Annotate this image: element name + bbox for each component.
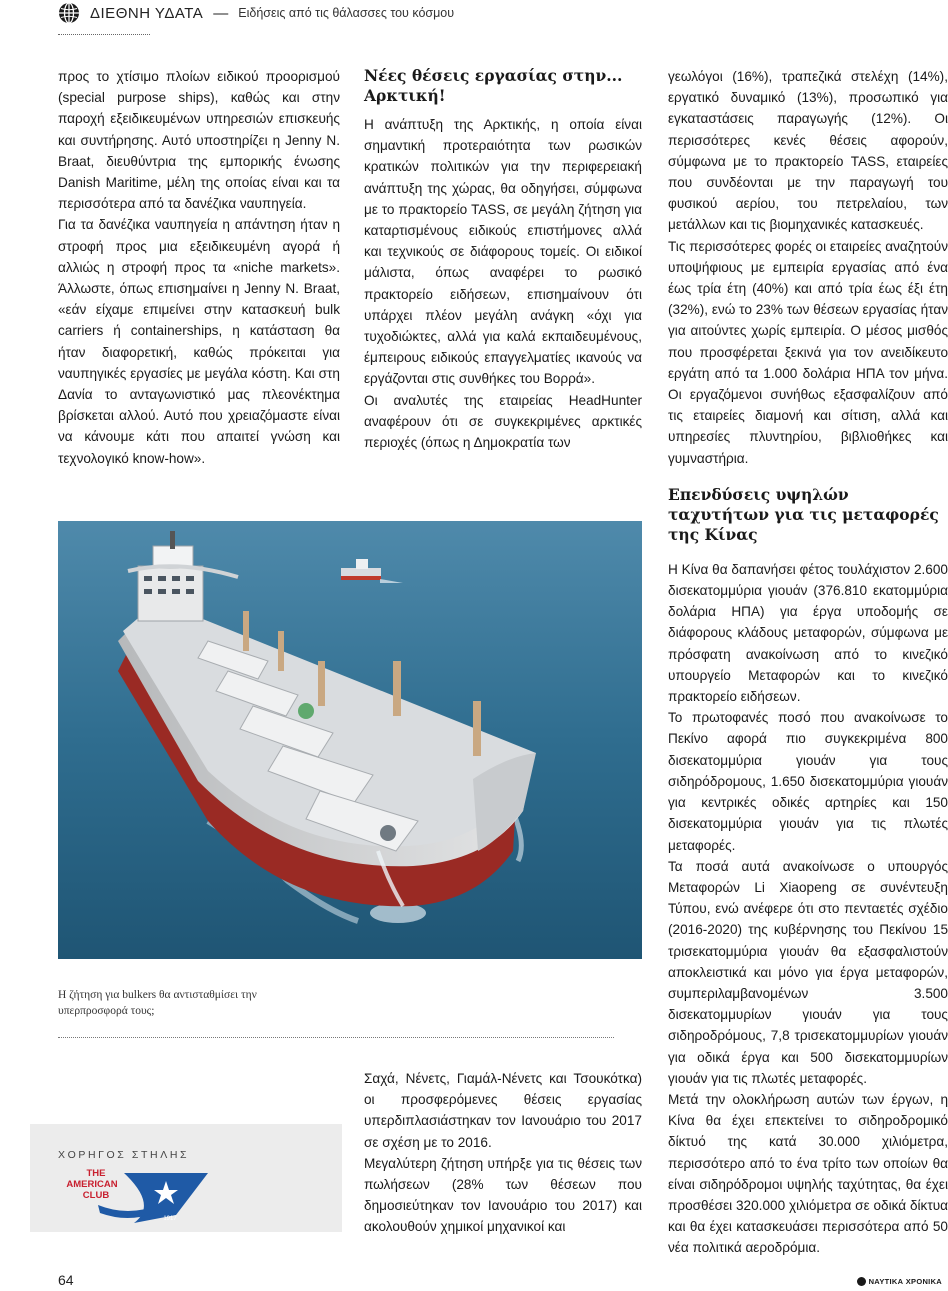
header-divider bbox=[58, 34, 150, 35]
paragraph: Μετά την ολοκλήρωση αυτών των έργων, η Κίνα θα έχει επεκτείνει το σιδηροδρομικό δίκτυό της κατά 30.000 χιλιόμετρα, περισσότερο από το ένα τρίτο των οποίων θα είναι σιδηρόδρομοι υψηλής ταχύτητας, θα έχει προσθέσει 320.000 χιλιόμετρα σε οδικά δίκτυα και θα έχει κατασκευάσει περισσότερα από 50 νέα πολιτικά αεροδρόμια. bbox=[668, 1091, 948, 1256]
photo-caption: Η ζήτηση για bulkers θα αντισταθμίσει την υπερπροσφορά τους; bbox=[58, 989, 257, 1017]
logo-line-2: AMERICAN bbox=[66, 1179, 118, 1190]
article-column-1 bbox=[58, 66, 340, 469]
bulk-carrier-image bbox=[58, 521, 642, 959]
paragraph: Οι αναλυτές της εταιρείας HeadHunter αναφέρουν ότι σε συγκεκριμένες αρκτικές περιοχές (όπως η Δημοκρατία των bbox=[364, 392, 642, 451]
american-club-logo[interactable] bbox=[58, 1165, 218, 1227]
logo-year: 1917 bbox=[163, 1216, 177, 1222]
sponsor-label: ΧΟΡΗΓΟΣ ΣΤΗΛΗΣ bbox=[58, 1149, 190, 1161]
section-title: ΔΙΕΘΝΗ ΥΔΑΤΑ bbox=[90, 4, 204, 22]
paragraph: Τα ποσά αυτά ανακοίνωσε ο υπουργός Μεταφορών Li Xiaopeng σε συνέντευξη Τύπου, ενώ ανέφερε ότι στο πενταετές σχέδιο (2016-2020) της κυβέρνησης του Πεκίνου 15 τρισεκατομμύρια γιουάν θα εξασφαλιστούν αποκλειστικά και μόνο για έργα μεταφορών, συμπεριλαμβανομένων 3.500 δισεκατομμυρίων γιουάν για τους σιδηροδρόμους, 7,8 τρισεκατομμυρίων γιουάν για οδικά έργα και 500 δισεκατομμυρίων γιουάν για τις πλωτές μεταφορές. bbox=[668, 858, 948, 1086]
page-number: 64 bbox=[58, 1272, 74, 1288]
ship-photo bbox=[58, 521, 642, 959]
caption-divider bbox=[58, 1037, 614, 1038]
paragraph: Για τα δανέζικα ναυπηγεία η απάντηση ήταν η στροφή προς μια εξειδικευμένη αγορά ή αλλιώς η στροφή προς τα «niche markets». Άλλωστε, όπως επισημαίνει η Jenny N. Braat, «εάν είχαμε επιμείνει στην κατασκευή bulk carriers ή containerships, η κατάσταση θα ήταν διαφορετική, καθώς πρόκειται για ναυπηγικές εργασίες με μεγάλα κόστη. Και στη Δανία το ανταγωνιστικό μας πλεονέκτημα βρίσκεται αλλού. Αυτό που χρειαζόμαστε είναι να κάνουμε κάτι που απαιτεί γνώση και τεχνολογικό know-how». bbox=[58, 217, 340, 466]
paragraph: Η Κίνα θα δαπανήσει φέτος τουλάχιστον 2.600 δισεκατομμύρια γιουάν (376.810 εκατομμύρια δολάρια ΗΠΑ) για έργα υποδομής σε διάφορους κλάδους μεταφορών, σύμφωνα με πρόσφατη ανακοίνωση από το κινεζικό υπουργείο Μεταφορών και το κινεζικό πρακτορείο ειδήσεων. bbox=[668, 561, 948, 705]
article-column-3 bbox=[668, 66, 948, 1259]
running-header bbox=[58, 0, 454, 26]
paragraph: Τις περισσότερες φορές οι εταιρείες αναζητούν υποψήφιους με εμπειρία εργασίας από ένα έως τρία έτη (40%) και από τρία έως έξι έτη (32%), ενώ το 23% των θέσεων εργασίας ήταν για αιτούντες χωρίς εμπειρία. Ο μέσος μισθός που προσφέρεται ξεκινά για τον ανειδίκευτο εργάτη από τα 1.000 δολάρια ΗΠΑ τον μήνα. Οι εργαζόμενοι συνήθως εξασφαλίζουν από τις εταιρείες διαμονή και σίτιση, αλλά και υπηρεσίες πλυντηρίου, βιβλιοθήκες και γυμναστήρια. bbox=[668, 238, 948, 466]
paragraph: Το πρωτοφανές ποσό που ανακοίνωσε το Πεκίνο αφορά πιο συγκεκριμένα 800 δισεκατομμύρια γιουάν για τους σιδηρόδρομους, 1.650 δισεκατομμύρια γιουάν για κεντρικές οδικές αρτηρίες και 150 δισεκατομμύρια γιουάν για τις πλωτές μεταφορές. bbox=[668, 710, 948, 853]
magazine-mark-icon bbox=[857, 1277, 866, 1286]
paragraph: Σαχά, Νένετς, Γιαμάλ-Νένετς και Τσουκότκα) οι προσφερόμενες θέσεις εργασίας υπερδιπλασιάστηκαν τον Ιανουάριο του 2017 σε σχέση με το 2016. bbox=[364, 1071, 642, 1150]
china-heading: Επενδύσεις υψηλών ταχυτήτων για τις μεταφορές της Κίνας bbox=[668, 484, 939, 544]
paragraph: γεωλόγοι (16%), τραπεζικά στελέχη (14%), εργατικό δυναμικό (13%), προσωπικό για εγκαταστάσεις παραγωγής (12%). Οι περισσότερες κενές θέσεις αφορούν, σύμφωνα με το πρακτορείο TASS, εταιρείες που συνδέονται με την παραγωγή του φυσικού αερίου, του πετρελαίου, των μετάλλων και τις βιομηχανικές κατασκευές. bbox=[668, 69, 948, 233]
logo-line-1: THE bbox=[86, 1168, 106, 1179]
logo-line-3: CLUB bbox=[82, 1190, 110, 1201]
arctic-heading: Νέες θέσεις εργασίας στην... Αρκτική! bbox=[364, 66, 623, 105]
sponsor-box bbox=[30, 1124, 342, 1232]
article-column-2-continued bbox=[364, 1068, 642, 1238]
article-column-2 bbox=[364, 66, 642, 453]
paragraph: Η ανάπτυξη της Αρκτικής, η οποία είναι σημαντική προτεραιότητα των ρωσικών κρατικών πολιτικών για την περιφερειακή ανάπτυξη της χώρας, θα οδηγήσει, σύμφωνα με το πρακτορείο TASS, σε μεγάλη ζήτηση για καταρτισμένους ειδικούς επιστήμονες αλλά και τεχνικούς σε διάφορους τομείς. Οι ειδικοί μάλιστα, όπως αναφέρει το ρωσικό πρακτορείο ειδήσεων, επισημαίνουν ότι υπάρχει πλέον μεγάλη ανάγκη «όχι για τυχοδιώκτες, αλλά για καλά εκπαιδευμένους, έμπειρους ειδικούς επαγγελματίες ικανούς να εργάζονται στις συνθήκες του Βορρά». bbox=[364, 117, 642, 387]
paragraph: Μεγαλύτερη ζήτηση υπήρξε για τις θέσεις των πωλήσεων (28% των θέσεων που δημοσιεύτηκαν τον Ιανουάριο του 2017) και ακολουθούν χημικοί μηχανικοί και bbox=[364, 1155, 642, 1235]
paragraph: προς το χτίσιμο πλοίων ειδικού προορισμού (special purpose ships), καθώς και στην παροχή εξειδικευμένων υπηρεσιών επισκευής και συντήρησης. Αυτό υποστηρίζει η Jenny N. Braat, διευθύντρια της εμπορικής ένωσης Danish Maritime, μέλη της οποίας είναι και τα περισσότερα από τα δανέζικα ναυπηγεία. bbox=[58, 69, 340, 212]
section-subtitle: Ειδήσεις από τις θάλασσες του κόσμου bbox=[238, 6, 455, 20]
header-dash: — bbox=[213, 4, 229, 22]
magazine-name: ΝΑΥΤΙΚΑ ΧΡΟΝΙΚΑ bbox=[868, 1277, 942, 1286]
globe-icon bbox=[58, 2, 80, 24]
magazine-logo bbox=[857, 1277, 942, 1286]
